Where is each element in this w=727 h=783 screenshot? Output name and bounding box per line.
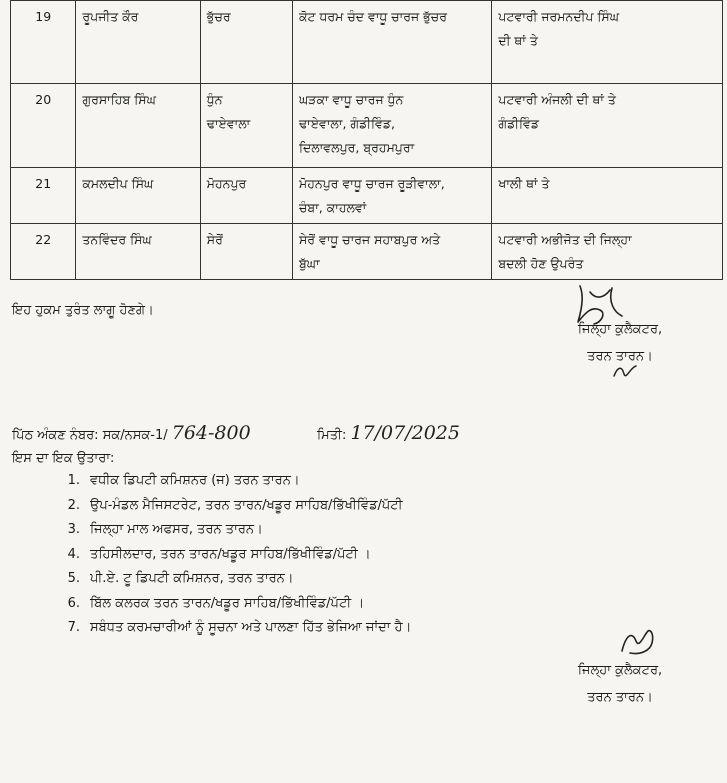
- cell-line: ਪਟਵਾਰੀ ਅੰਜਲੀ ਦੀ ਥਾਂ ਤੇ: [498, 92, 616, 107]
- cell-line: ਚੰਬਾ, ਕਾਹਲਵਾਂ: [298, 200, 367, 215]
- list-item-number: 3.: [67, 522, 80, 537]
- signature-1-designation: ਜਿਲ੍ਹਾ ਕੁਲੈਕਟਰ,: [577, 322, 663, 337]
- date-label: ਮਿਤੀ:: [316, 428, 347, 443]
- cell-line: ਢਾਏਵਾਲਾ: [206, 116, 251, 131]
- list-item: [58, 592, 411, 617]
- serial-number-cell: 20: [11, 84, 76, 168]
- employee-name-cell: ਰੂਪਜੀਤ ਕੌਰ: [76, 1, 200, 84]
- list-item-text: ਤਹਿਸੀਲਦਾਰ, ਤਰਨ ਤਾਰਨ/ਖਡੂਰ ਸਾਹਿਬ/ਭਿੱਖੀਵਿੰਡ/ਪੱਟੀ ।: [90, 546, 371, 562]
- additional-charge-cell: [292, 84, 491, 168]
- cell-line: ਬੁੱਘਾ: [298, 256, 320, 271]
- cell-line: ਗੰਡੀਵਿੰਡ: [498, 116, 539, 131]
- cell-line: ਪਟਵਾਰੀ ਜਰਮਨਦੀਪ ਸਿੰਘ: [498, 9, 620, 24]
- list-item-number: 5.: [67, 571, 80, 586]
- cell-line: ਕੋਟ ਧਰਮ ਚੰਦ ਵਾਧੂ ਚਾਰਜ ਭੁੱਚਰ: [298, 9, 447, 24]
- cell-line: ਮੋਹਨਪੁਰ: [206, 176, 247, 191]
- posting-table-body: [11, 1, 723, 280]
- endorsement-number: 764-800: [171, 422, 251, 444]
- table-row: [11, 224, 723, 280]
- list-item-number: 7.: [67, 620, 80, 635]
- list-item-text: ਪੀ.ਏ. ਟੂ ਡਿਪਟੀ ਕਮਿਸ਼ਨਰ, ਤਰਨ ਤਾਰਨ।: [90, 571, 294, 586]
- circle-cell: [200, 84, 292, 168]
- copy-recipient-list: [58, 469, 411, 641]
- list-item: [58, 567, 411, 592]
- remark-cell: [492, 1, 723, 84]
- list-item-text: ਬਿੱਲ ਕਲਰਕ ਤਰਨ ਤਾਰਨ/ਖਡੂਰ ਸਾਹਿਬ/ਭਿੱਖੀਵਿੰਡ/ਪੱਟੀ ।: [90, 595, 365, 611]
- cell-line: ਮੋਹਨਪੁਰ ਵਾਧੂ ਚਾਰਜ ਰੂੜੀਵਾਲਾ,: [298, 176, 445, 191]
- additional-charge-cell: [292, 168, 491, 224]
- list-item-number: 2.: [67, 497, 80, 513]
- list-item-text: ਸਬੰਧਤ ਕਰਮਚਾਰੀਆਂ ਨੂੰ ਸੂਚਨਾ ਅਤੇ ਪਾਲਣਾ ਹਿੱਤ ਭੇਜਿਆ ਜਾਂਦਾ ਹੈ।: [90, 620, 412, 635]
- cell-line: ਸੇਰੋਂ: [206, 232, 223, 247]
- remark-cell: [492, 224, 723, 280]
- cell-line: ਖਾਲੀ ਥਾਂ ਤੇ: [498, 176, 550, 191]
- signature-2-place: ਤਰਨ ਤਾਰਨ।: [587, 690, 653, 705]
- list-item-number: 1.: [67, 473, 80, 488]
- list-item-number: 4.: [67, 546, 80, 562]
- endorsement-date: 17/07/2025: [350, 422, 460, 444]
- remark-cell: [492, 84, 723, 168]
- list-item: [58, 469, 411, 494]
- circle-cell: [200, 224, 292, 280]
- cell-line: ਦੀ ਥਾਂ ਤੇ: [498, 33, 538, 48]
- endorsement-line: [12, 422, 460, 444]
- table-row: [11, 1, 723, 84]
- serial-number-cell: 22: [11, 224, 76, 280]
- signature-1-place: ਤਰਨ ਤਾਰਨ।: [587, 349, 653, 364]
- cell-line: ਭੁੱਚਰ: [206, 9, 231, 24]
- additional-charge-cell: [292, 1, 491, 84]
- table-row: [11, 84, 723, 168]
- table-row: [11, 168, 723, 224]
- copy-heading: ਇਸ ਦਾ ਇਕ ਉਤਾਰਾ:: [12, 451, 115, 466]
- cell-line: ਧੁੰਨ: [206, 92, 223, 107]
- cell-line: ਸੇਰੋਂ ਵਾਧੂ ਚਾਰਜ ਸਹਾਬਪੁਰ ਅਤੇ: [298, 232, 441, 247]
- list-item-text: ਵਧੀਕ ਡਿਪਟੀ ਕਮਿਸ਼ਨਰ (ਜ) ਤਰਨ ਤਾਰਨ।: [90, 473, 300, 488]
- cell-line: ਢਾਏਵਾਲਾ, ਗੰਡੀਵਿੰਡ,: [298, 116, 395, 131]
- list-item-text: ਜਿਲ੍ਹਾ ਮਾਲ ਅਫਸਰ, ਤਰਨ ਤਾਰਨ।: [90, 522, 263, 537]
- list-item: [58, 518, 411, 543]
- circle-cell: [200, 168, 292, 224]
- employee-name-cell: ਗੁਰਸਾਹਿਬ ਸਿੰਘ: [76, 84, 200, 168]
- signature-mark-2: [618, 625, 658, 659]
- list-item: [58, 494, 411, 519]
- list-item-number: 6.: [67, 595, 80, 611]
- list-item: [58, 543, 411, 568]
- signature-2-designation: ਜਿਲ੍ਹਾ ਕੁਲੈਕਟਰ,: [577, 663, 663, 678]
- circle-cell: [200, 1, 292, 84]
- initials-mark: [612, 362, 638, 382]
- cell-line: ਬਦਲੀ ਹੋਣ ਉਪਰੰਤ: [498, 256, 584, 271]
- endorsement-label: ਪਿੱਠ ਅੰਕਣ ਨੰਬਰ: ਸਕ/ਨਸਕ-1/: [12, 428, 168, 443]
- cell-line: ਪਟਵਾਰੀ ਅਭੀਜੋਤ ਦੀ ਜਿਲ੍ਹਾ: [498, 232, 632, 247]
- cell-line: ਘੜਕਾ ਵਾਧੂ ਚਾਰਜ ਧੁੰਨ: [298, 92, 404, 107]
- employee-name-cell: ਕਮਲਦੀਪ ਸਿੰਘ: [76, 168, 200, 224]
- list-item: [58, 616, 411, 641]
- serial-number-cell: 21: [11, 168, 76, 224]
- additional-charge-cell: [292, 224, 491, 280]
- remark-cell: [492, 168, 723, 224]
- list-item-text: ਉਪ-ਮੰਡਲ ਮੈਜਿਸਟਰੇਟ, ਤਰਨ ਤਾਰਨ/ਖਡੂਰ ਸਾਹਿਬ/ਭਿੱਖੀਵਿੰਡ/ਪੱਟੀ: [90, 497, 403, 513]
- signature-block-2: [560, 657, 680, 711]
- serial-number-cell: 19: [11, 1, 76, 84]
- order-statement: ਇਹ ਹੁਕਮ ਤੁਰੰਤ ਲਾਗੂ ਹੋਣਗੇ।: [12, 303, 154, 318]
- employee-name-cell: ਤਨਵਿੰਦਰ ਸਿੰਘ: [76, 224, 200, 280]
- posting-table: [10, 0, 723, 280]
- cell-line: ਦਿਲਾਵਲਪੁਰ, ਬ੍ਰਹਮਪੁਰਾ: [298, 140, 415, 155]
